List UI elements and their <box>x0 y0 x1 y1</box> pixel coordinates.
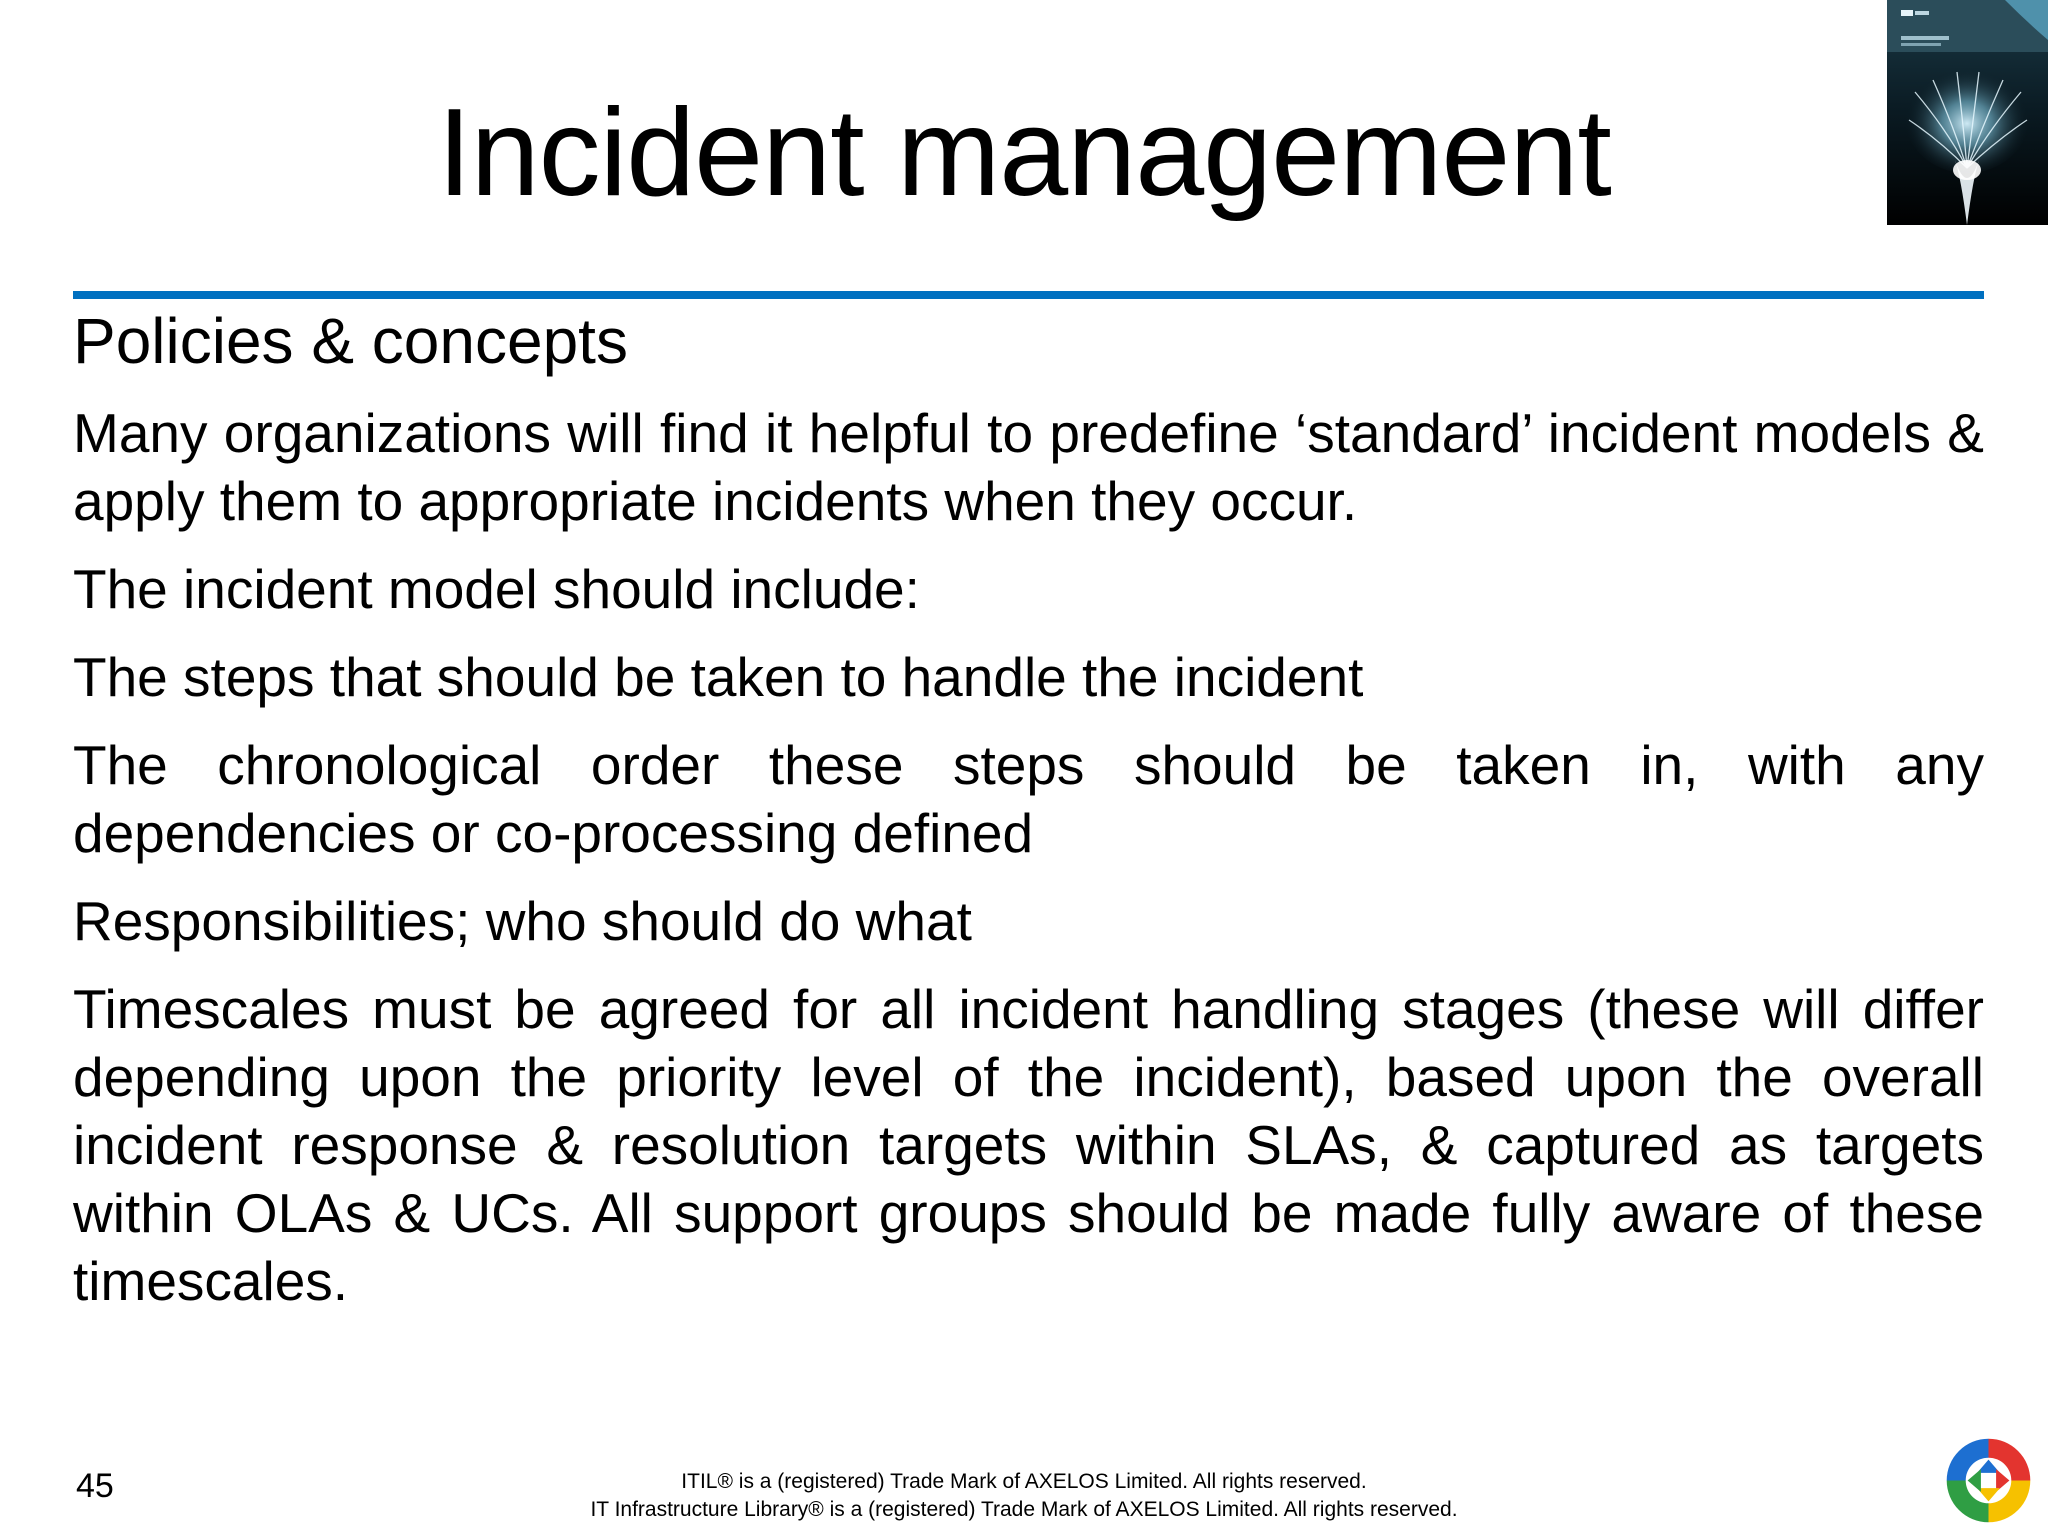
body-paragraph: Many organizations will find it helpful to predefine ‘standard’ incident models & apply them to appropriate incidents when they occur. <box>73 402 1984 532</box>
book-cover-image <box>1887 0 2048 225</box>
slide-body <box>73 399 1984 1335</box>
title-divider-rule <box>73 291 1984 299</box>
page-number: 45 <box>76 1467 114 1505</box>
section-subtitle: Policies & concepts <box>73 305 628 377</box>
body-paragraph: The steps that should be taken to handle the incident <box>73 646 1364 708</box>
body-paragraph: The chronological order these steps should be taken in, with any dependencies or co-processing defined <box>73 734 1984 864</box>
trademark-footer <box>0 1468 2048 1524</box>
footer-line: IT Infrastructure Library® is a (registered) Trade Mark of AXELOS Limited. All rights reserved. <box>590 1498 1458 1521</box>
lifecycle-logo-icon <box>1941 1433 2036 1528</box>
body-paragraph: Timescales must be agreed for all incident handling stages (these will differ depending upon the priority level of the incident), based upon the overall incident response & resolution targets within SLAs, & captured as targets within OLAs & UCs. All support groups should be made fully aware of these timescales. <box>73 978 1984 1312</box>
footer-line: ITIL® is a (registered) Trade Mark of AXELOS Limited. All rights reserved. <box>681 1470 1367 1493</box>
body-paragraph: Responsibilities; who should do what <box>73 890 972 952</box>
slide-title: Incident management <box>437 84 1611 222</box>
body-paragraph: The incident model should include: <box>73 558 920 620</box>
